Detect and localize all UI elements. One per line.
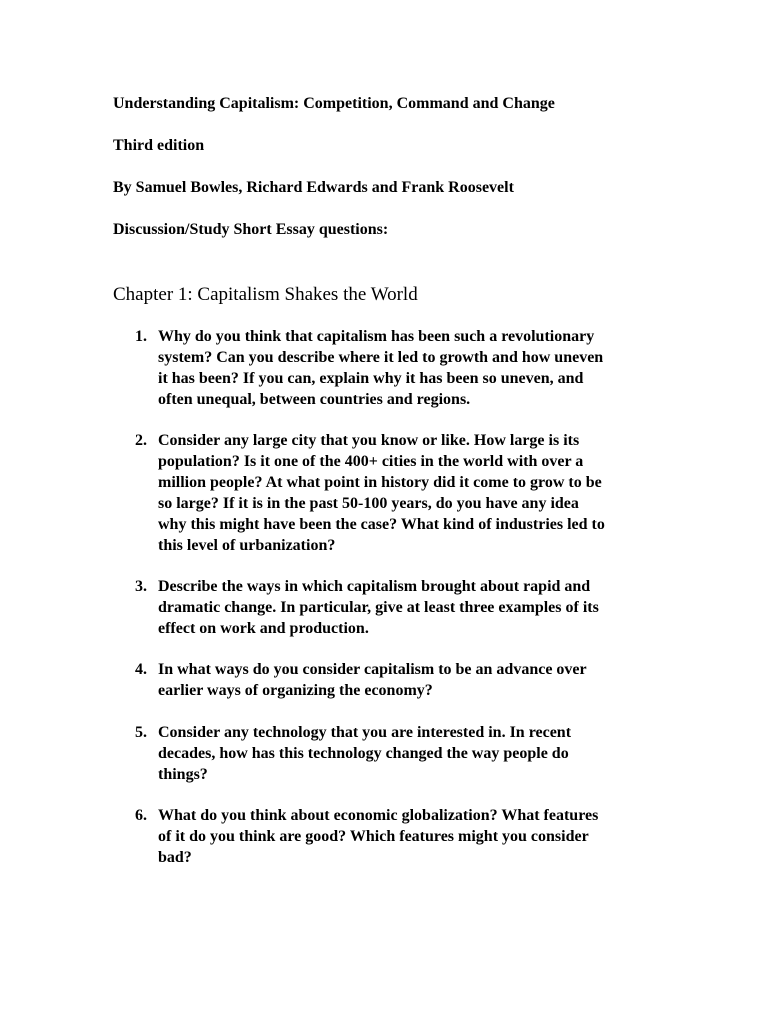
question-number: 6. (135, 807, 147, 824)
question-line: bad? (158, 849, 192, 866)
question-line: of it do you think are good? Which features might you consider (158, 828, 589, 845)
question-line: it has been? If you can, explain why it has been so uneven, and (158, 370, 584, 387)
question-line: Describe the ways in which capitalism brought about rapid and (158, 578, 591, 595)
question-item-3 (135, 576, 675, 639)
question-item-4 (135, 659, 675, 701)
question-number: 1. (135, 328, 147, 345)
edition-label: Third edition (113, 137, 205, 154)
question-item-6 (135, 805, 675, 868)
authors-line: By Samuel Bowles, Richard Edwards and Frank Roosevelt (113, 179, 514, 196)
question-line: Why do you think that capitalism has been such a revolutionary (158, 328, 595, 345)
question-number: 5. (135, 724, 147, 741)
question-line: million people? At what point in history did it come to grow to be (158, 474, 602, 491)
document-title: Understanding Capitalism: Competition, Command and Change (113, 95, 555, 112)
question-line: What do you think about economic globalization? What features (158, 807, 599, 824)
question-item-2 (135, 430, 675, 556)
question-line: often unequal, between countries and regions. (158, 391, 471, 408)
questions-subtitle: Discussion/Study Short Essay questions: (113, 221, 389, 238)
question-line: earlier ways of organizing the economy? (158, 682, 433, 699)
question-line: things? (158, 766, 208, 783)
question-line: Consider any large city that you know or like. How large is its (158, 432, 580, 449)
question-item-5 (135, 722, 675, 785)
chapter-heading: Chapter 1: Capitalism Shakes the World (113, 284, 418, 305)
question-number: 3. (135, 578, 147, 595)
question-number: 4. (135, 661, 147, 678)
question-line: this level of urbanization? (158, 537, 336, 554)
question-number: 2. (135, 432, 147, 449)
question-line: In what ways do you consider capitalism to be an advance over (158, 661, 587, 678)
question-item-1 (135, 326, 675, 410)
question-line: decades, how has this technology changed the way people do (158, 745, 569, 762)
question-line: so large? If it is in the past 50-100 years, do you have any idea (158, 495, 579, 512)
question-line: Consider any technology that you are interested in. In recent (158, 724, 572, 741)
question-line: population? Is it one of the 400+ cities in the world with over a (158, 453, 584, 470)
question-line: system? Can you describe where it led to growth and how uneven (158, 349, 604, 366)
question-line: dramatic change. In particular, give at least three examples of its (158, 599, 599, 616)
question-line: why this might have been the case? What kind of industries led to (158, 516, 605, 533)
question-line: effect on work and production. (158, 620, 369, 637)
